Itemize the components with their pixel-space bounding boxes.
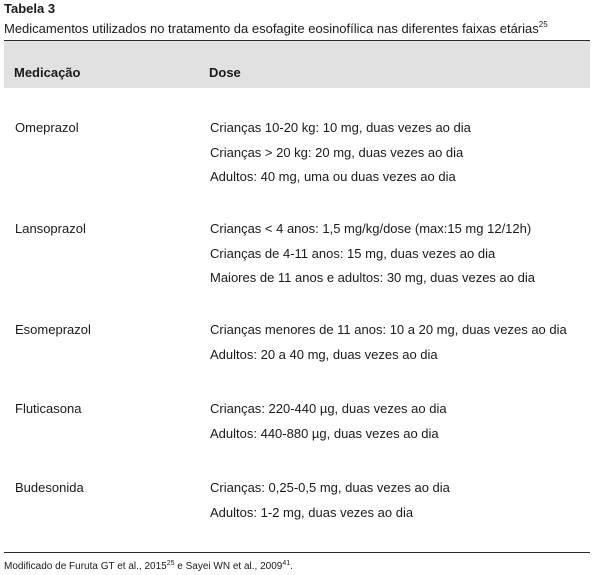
footnote-text: e Sayei WN et al., 2009	[174, 561, 283, 572]
medication-name: Fluticasona	[15, 401, 82, 416]
dose-line: Adultos: 440-880 µg, duas vezes ao dia	[210, 425, 439, 441]
dose-list	[210, 322, 567, 371]
dose-line: Crianças menores de 11 anos: 10 a 20 mg, duas vezes ao dia	[210, 322, 567, 337]
dose-line: Crianças > 20 kg: 20 mg, duas vezes ao dia	[210, 144, 464, 160]
dose-line: Adultos: 1-2 mg, duas vezes ao dia	[210, 504, 414, 520]
dose-line: Adultos: 40 mg, uma ou duas vezes ao dia	[210, 169, 456, 184]
dose-list	[210, 401, 447, 450]
medication-name: Esomeprazol	[15, 322, 91, 337]
dose-line: Maiores de 11 anos e adultos: 30 mg, duas vezes ao dia	[210, 270, 535, 285]
caption-reference: 25	[538, 20, 548, 29]
medication-name: Lansoprazol	[15, 221, 86, 236]
dose-list	[210, 120, 471, 194]
table-title: Tabela 3	[4, 1, 56, 16]
medication-name: Omeprazol	[15, 120, 79, 135]
dose-list	[210, 221, 535, 295]
medication-name: Budesonida	[15, 480, 84, 495]
header-dose: Dose	[209, 65, 241, 80]
dose-line: Crianças 10-20 kg: 10 mg, duas vezes ao dia	[210, 120, 471, 135]
table-caption	[4, 17, 548, 37]
footnote-reference: 41	[282, 560, 291, 567]
header-medication: Medicação	[14, 65, 81, 80]
table-bottom-rule	[4, 552, 590, 553]
dose-line: Crianças de 4-11 anos: 15 mg, duas vezes ao dia	[210, 245, 496, 261]
caption-text: Medicamentos utilizados no tratamento da esofagite eosinofílica nas diferentes faixas etárias	[4, 21, 539, 36]
table-footnote	[4, 558, 293, 573]
footnote-reference: 25	[166, 560, 175, 567]
dose-line: Adultos: 20 a 40 mg, duas vezes ao dia	[210, 346, 438, 362]
dose-list	[210, 480, 450, 529]
footnote-text: Modificado de Furuta GT et al., 2015	[4, 561, 167, 572]
table-header	[4, 41, 590, 88]
dose-line: Crianças: 220-440 µg, duas vezes ao dia	[210, 401, 447, 416]
dose-line: Crianças: 0,25-0,5 mg, duas vezes ao dia	[210, 480, 450, 495]
dose-line: Crianças < 4 anos: 1,5 mg/kg/dose (max:15 mg 12/12h)	[210, 221, 532, 236]
footnote-text: .	[290, 561, 293, 572]
